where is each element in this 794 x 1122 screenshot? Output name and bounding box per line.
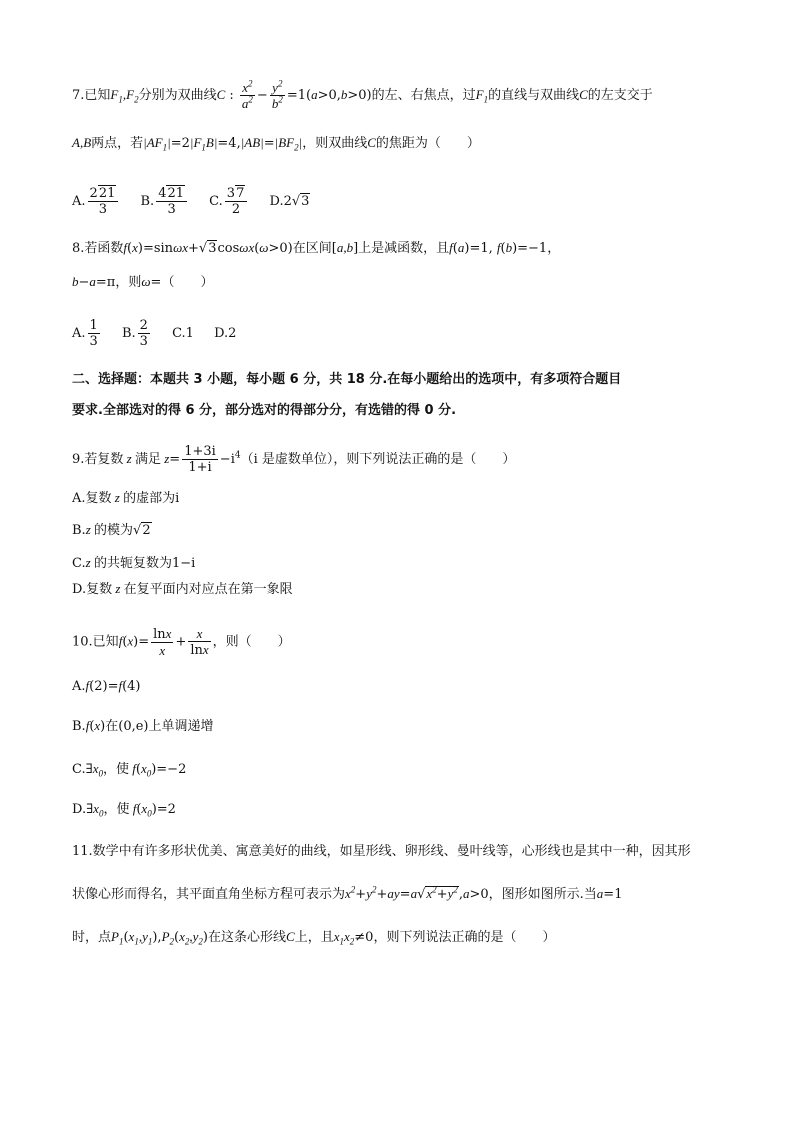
q10-option-a[interactable]: A.f(2)=f(4) (72, 678, 141, 694)
q7-text: ，则双曲线 (302, 136, 368, 151)
q8-line-2: b−a=π，则ω=（ ） (72, 274, 214, 290)
section2-title-line-2: 要求.全部选对的得 6 分，部分选对的得部分分，有选错的得 0 分. (72, 403, 457, 418)
q8-option-a[interactable]: A. $\frac{1}{3}$ (72, 318, 98, 349)
q10-stem: 10.已知f(x)= $\frac{\ln x}{x}$ + $\frac{x}{\ln x}$ ，则（ ） (72, 626, 291, 658)
q8-option-d[interactable]: D.2 (214, 326, 237, 341)
q7-text: 的左支交于 (587, 88, 653, 103)
q7-text: 的左、右焦点，过 (371, 88, 476, 103)
q9-stem: 9.若复数 z 满足 z= $\frac{1+3i}{1+i}$ $-i^4(i$ 是虚数单位），则下列说法正确的是（ ） (72, 444, 516, 475)
q8-line-1: 8.若函数f(x)=sinωx+√3cosωx(ω>0)在区间[a,b]上是减函数，且f(a)=1, f(b)=−1， (72, 240, 561, 256)
q9-option-b[interactable]: B.z 的模为√2 (72, 522, 151, 538)
q7-text: 两点，若 (91, 136, 144, 151)
q7-line-1: 7.已知$F_1,F_2$分别为双曲线C : $\frac{x^2}{a^2}$ − $\frac{y^2}{b^2}$ =1(a>0,b>0)的左、右焦点，过$F_1$的直线与双曲线C的左支交于 (72, 78, 653, 111)
q7-option-a[interactable]: A. $\frac{221}{3}$ (72, 186, 120, 217)
q7-options (72, 186, 326, 217)
q7-line-2: A,B两点，若$|AF_1|=2|F_1B|=4,|AB|=|BF_2|$，则双曲线C的焦距为（ ） (72, 135, 480, 153)
q8-option-c[interactable]: C.1 (172, 326, 194, 341)
q7-option-c[interactable]: C. $\frac{37}{2}$ (209, 186, 249, 217)
q9-option-a[interactable]: A.复数 z 的虚部为i (72, 490, 180, 506)
q7-text: 的直线与双曲线 (488, 88, 580, 103)
q11-line-2: 状像心形而得名，其平面直角坐标方程可表示为$x^2+y^2+ay=a√x^2+y^2,a>0$，图形如图所示.当a=1 (72, 884, 623, 902)
q11-line-3: 时，点$P_1(x_1,y_1),P_2(x_2,y_2)$在这条心形线C上，且$x_1x_2\ne 0$，则下列说法正确的是（ ） (72, 929, 556, 947)
q8-options (72, 318, 252, 349)
q7-option-b[interactable]: B. $\frac{421}{3}$ (141, 186, 190, 217)
q8-option-b[interactable]: B. $\frac{2}{3}$ (121, 318, 148, 349)
q10-option-b[interactable]: B.f(x)在(0,e)上单调递增 (72, 718, 214, 734)
section2-title-line-1: 二、选择题：本题共 3 小题，每小题 6 分，共 18 分.在每小题给出的选项中，有多项符合题目 (72, 372, 622, 387)
q11-line-1: 11.数学中有许多形状优美、寓意美好的曲线，如星形线、卵形线、曼叶线等，心形线也是其中一种，因其形 (72, 844, 691, 859)
q7-text: 7.已知 (72, 88, 111, 103)
q7-option-d[interactable]: D.2√3 (269, 194, 310, 209)
q8-text: 8.若函数 (72, 241, 124, 256)
q8-text: （ ） (161, 275, 214, 290)
q7-text: 的焦距为（ ） (375, 136, 480, 151)
q8-text: 在区间 (292, 241, 332, 256)
q9-option-d[interactable]: D.复数 z 在复平面内对应点在第一象限 (72, 581, 293, 597)
q8-text: ，则 (115, 275, 142, 290)
q10-option-c[interactable]: $C.\exists x_0$，使 $f(x_0)=-2$ (72, 761, 187, 779)
q9-option-c[interactable]: C.z 的共轭复数为1−i (72, 555, 196, 571)
q7-text: 分别为双曲线 (138, 88, 217, 103)
q10-option-d[interactable]: $D.\exists x_0$，使 $f(x_0)=2$ (72, 801, 176, 819)
q8-text: 上是减函数，且 (358, 241, 450, 256)
